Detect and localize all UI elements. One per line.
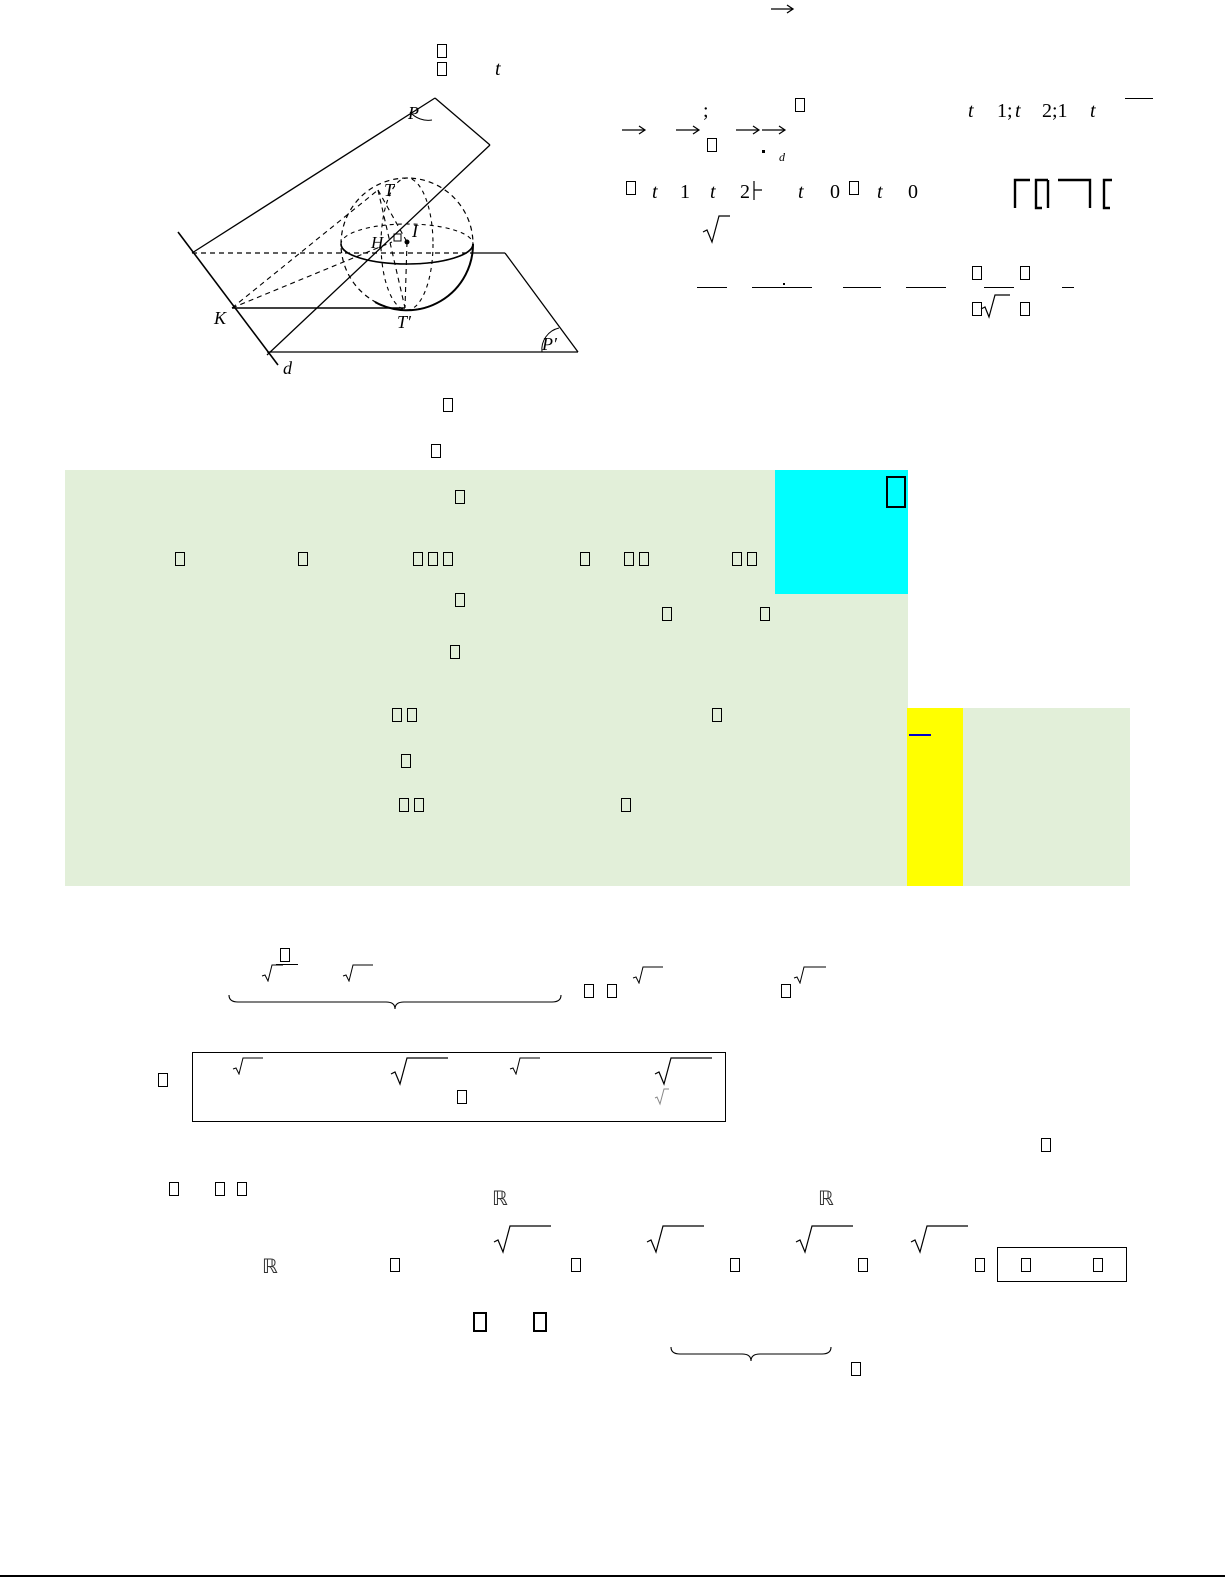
underbrace: [670, 1346, 832, 1362]
placeholder-box: [621, 798, 631, 812]
reals-symbol: ℝ: [262, 1254, 278, 1278]
framed-formula: [192, 1052, 726, 1122]
placeholder-box: [414, 798, 424, 812]
label-t: T: [384, 180, 395, 200]
placeholder-box: [732, 552, 742, 566]
fraction-bar: [752, 287, 812, 288]
vector-arrows: [622, 124, 792, 136]
eq-num: 1;: [997, 100, 1013, 122]
sqrt-sign: [632, 966, 664, 984]
dot: [783, 283, 785, 285]
placeholder-box: [473, 1312, 487, 1332]
placeholder-box: [431, 444, 441, 458]
sqrt-sign: [342, 964, 374, 982]
placeholder-box: [886, 476, 906, 508]
fraction-bar: [843, 287, 881, 288]
placeholder-box: [399, 798, 409, 812]
placeholder-box: [298, 552, 308, 566]
eq-num: 0: [830, 181, 840, 203]
placeholder-box: [707, 138, 717, 152]
sqrt-sign: [702, 214, 732, 244]
placeholder-box: [1020, 302, 1030, 316]
placeholder-box: [730, 1258, 740, 1272]
dot: [762, 150, 765, 153]
sqrt-sign: [493, 1224, 553, 1254]
eq-t: t: [798, 181, 804, 203]
answer-frame: [997, 1247, 1127, 1282]
placeholder-box: [795, 98, 805, 112]
arrow-top: [770, 4, 796, 14]
sqrt-sign: [910, 1224, 970, 1254]
eq-t: t: [1015, 100, 1021, 122]
eq-t: t: [968, 100, 974, 122]
placeholder-box: [972, 266, 982, 280]
placeholder-box: [401, 754, 411, 768]
placeholder-box: [1020, 266, 1030, 280]
label-k: K: [214, 308, 227, 328]
dash-k-t: [232, 190, 378, 308]
placeholder-box: [607, 984, 617, 998]
footer-rule: [0, 1575, 1225, 1577]
sqrt-sign: [232, 1057, 264, 1075]
placeholder-box: [712, 708, 722, 722]
sub-d: d: [779, 150, 785, 164]
bracket-group: [1012, 176, 1114, 212]
point-i: [405, 240, 410, 245]
placeholder-box: [169, 1182, 179, 1196]
fraction-bar: [906, 287, 946, 288]
dash-k-h: [232, 242, 392, 308]
placeholder-box: [280, 948, 290, 962]
placeholder-box: [455, 490, 465, 504]
sqrt-sign: [654, 1056, 714, 1086]
geometry-figure: [170, 90, 590, 380]
placeholder-box: [533, 1312, 547, 1332]
placeholder-box: [437, 62, 447, 76]
eq-t: t: [877, 181, 883, 203]
placeholder-box: [175, 552, 185, 566]
placeholder-box: [639, 552, 649, 566]
placeholder-box: [437, 44, 447, 58]
var-t: t: [495, 58, 501, 80]
highlight-block-green-right: [963, 708, 1130, 886]
placeholder-box: [450, 645, 460, 659]
sqrt-sign: [980, 293, 1012, 319]
sqrt-sign: [509, 1057, 541, 1075]
label-pprime: P′: [542, 334, 557, 354]
placeholder-box: [237, 1182, 247, 1196]
placeholder-box: [428, 552, 438, 566]
sqrt-sign: [261, 964, 285, 982]
sqrt-sign: [646, 1224, 706, 1254]
placeholder-box: [215, 1182, 225, 1196]
sqrt-sign: [795, 1224, 855, 1254]
sphere-front-arc: [375, 244, 473, 310]
label-p: P: [408, 103, 419, 123]
eq-t: t: [710, 181, 716, 203]
placeholder-box: [1021, 1258, 1031, 1272]
eq-t: t: [652, 181, 658, 203]
eq-num: 2;1: [1042, 100, 1068, 122]
sqrt-sign: [654, 1088, 670, 1106]
placeholder-box: [975, 1258, 985, 1272]
placeholder-box: [1093, 1258, 1103, 1272]
label-tprime: T′: [397, 312, 411, 332]
placeholder-box: [1041, 1138, 1051, 1152]
eq-num: 1: [680, 181, 690, 203]
fraction-bar: [697, 287, 727, 288]
placeholder-box: [455, 593, 465, 607]
placeholder-box: [858, 1258, 868, 1272]
label-d: d: [283, 358, 292, 378]
placeholder-box: [760, 607, 770, 621]
label-h: H: [371, 233, 384, 252]
placeholder-box: [580, 552, 590, 566]
placeholder-box: [443, 398, 453, 412]
placeholder-box: [747, 552, 757, 566]
eq-num: 0: [908, 181, 918, 203]
minus-sign: [1062, 287, 1074, 288]
plane-p-edge-left-top: [192, 98, 435, 253]
fraction-bar: [984, 287, 1014, 288]
sqrt-sign: [793, 966, 827, 984]
plane-p-edge-top: [435, 98, 490, 145]
link-underline[interactable]: [909, 734, 931, 736]
placeholder-box: [626, 181, 636, 195]
placeholder-box: [849, 181, 859, 195]
placeholder-box: [443, 552, 453, 566]
placeholder-box: [390, 1258, 400, 1272]
eq-semicolon: ;: [703, 100, 709, 122]
eq-t: t: [1090, 100, 1096, 122]
sqrt-sign: [390, 1056, 450, 1086]
placeholder-box: [392, 708, 402, 722]
line-d: [178, 232, 278, 365]
label-i: I: [412, 221, 418, 241]
placeholder-box: [413, 552, 423, 566]
placeholder-box: [781, 984, 791, 998]
placeholder-box: [584, 984, 594, 998]
placeholder-box: [624, 552, 634, 566]
bracket: [752, 180, 766, 202]
dash-i-tprime: [405, 242, 407, 308]
placeholder-box: [662, 607, 672, 621]
placeholder-box: [571, 1258, 581, 1272]
underbrace: [228, 994, 562, 1010]
placeholder-box: [457, 1090, 467, 1104]
eq-num: 2: [740, 181, 750, 203]
overline: [1125, 98, 1153, 99]
placeholder-box: [407, 708, 417, 722]
reals-symbol: ℝ: [818, 1186, 834, 1210]
placeholder-box: [851, 1362, 861, 1376]
reals-symbol: ℝ: [492, 1186, 508, 1210]
placeholder-box: [158, 1073, 168, 1087]
